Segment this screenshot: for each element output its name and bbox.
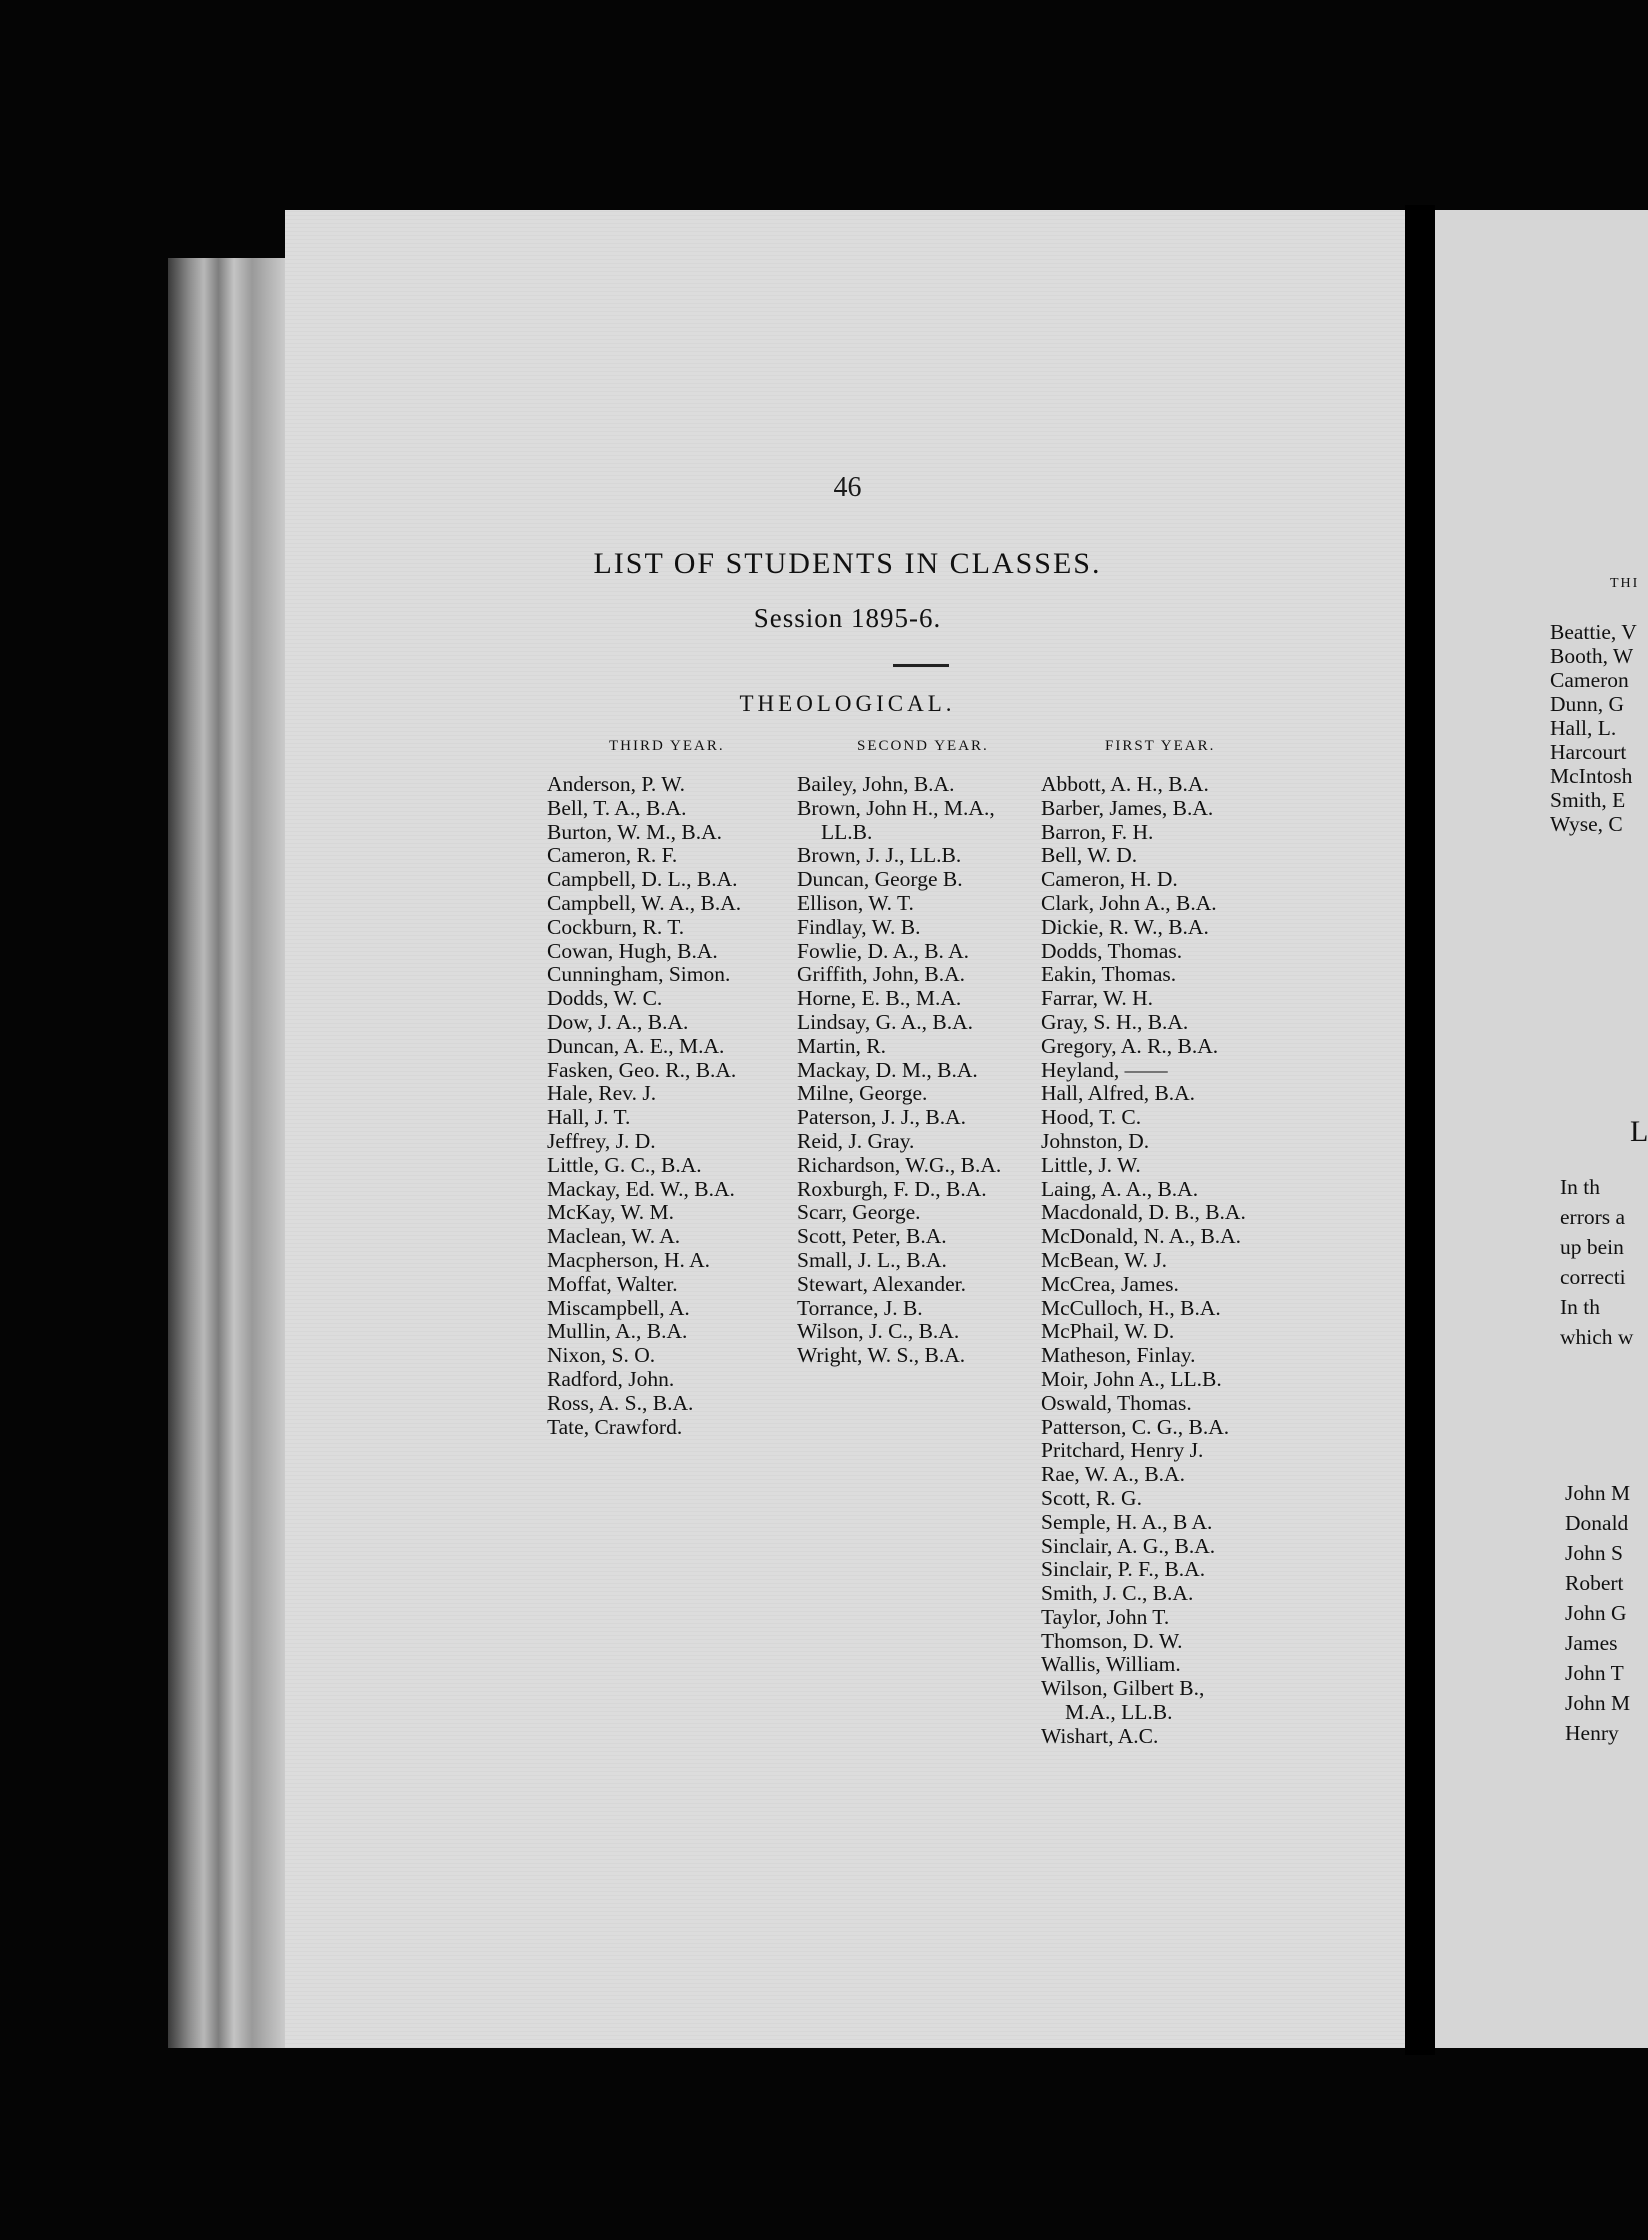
student-name: Scott, R. G. (1041, 1485, 1142, 1510)
text-line: correcti (1560, 1265, 1626, 1289)
student-name: Clark, John A., B.A. (1041, 890, 1217, 915)
student-name: Abbott, A. H., B.A. (1041, 772, 1209, 796)
text-line: which w (1560, 1325, 1634, 1349)
list-item: Donald (1565, 1511, 1629, 1535)
page-title: LIST OF STUDENTS IN CLASSES. (593, 547, 1102, 580)
student-name: Jeffrey, J. D. (547, 1128, 656, 1153)
student-name: Little, J. W. (1041, 1152, 1141, 1177)
student-name: Miscampbell, A. (547, 1295, 690, 1320)
text-line: In th (1560, 1295, 1601, 1319)
list-item: Hall, L. (1550, 716, 1617, 740)
column-third-year (547, 738, 741, 1439)
student-name: Hall, J. T. (547, 1105, 631, 1130)
list-item: Beattie, V (1550, 620, 1637, 644)
student-name: Paterson, J. J., B.A. (797, 1105, 967, 1130)
student-name: Farrar, W. H. (1041, 986, 1153, 1011)
list-item: Robert (1565, 1571, 1624, 1595)
student-name: Scott, Peter, B.A. (797, 1224, 947, 1249)
student-name: McBean, W. J. (1041, 1247, 1168, 1272)
student-name: Wishart, A.C. (1041, 1723, 1159, 1748)
session-subtitle: Session 1895-6. (753, 603, 942, 633)
book-gutter (1405, 205, 1435, 2055)
student-list (797, 773, 1001, 1368)
student-name: McCrea, James. (1041, 1271, 1179, 1296)
student-list (547, 773, 741, 1439)
page-number: 46 (833, 472, 862, 503)
student-name: Sinclair, P. F., B.A. (1041, 1557, 1206, 1582)
student-name: Wilson, Gilbert B., (1041, 1676, 1205, 1701)
student-name: Macdonald, D. B., B.A. (1041, 1200, 1246, 1225)
student-name: Moffat, Walter. (547, 1271, 678, 1296)
student-name: Bell, T. A., B.A. (547, 795, 687, 820)
student-name: Burton, W. M., B.A. (547, 819, 723, 844)
student-name: Campbell, D. L., B.A. (547, 867, 738, 892)
student-name: Hall, Alfred, B.A. (1041, 1081, 1196, 1106)
student-name-continued: M.A., LL.B. (1065, 1700, 1173, 1725)
student-name: Dickie, R. W., B.A. (1041, 914, 1209, 939)
student-name: Wallis, William. (1041, 1652, 1181, 1677)
student-name: Small, J. L., B.A. (797, 1247, 947, 1272)
student-name: Dodds, W. C. (547, 986, 663, 1011)
student-name: Matheson, Finlay. (1041, 1343, 1196, 1368)
student-name: Barron, F. H. (1041, 819, 1154, 844)
student-name: Laing, A. A., B.A. (1041, 1176, 1199, 1201)
student-name: Brown, J. J., LL.B. (797, 843, 962, 868)
student-name: Tate, Crawford. (547, 1414, 683, 1439)
student-name: Maclean, W. A. (547, 1224, 681, 1249)
list-item: John M (1565, 1691, 1631, 1715)
list-item: McIntosh (1550, 764, 1633, 788)
student-name: Rae, W. A., B.A. (1041, 1462, 1185, 1487)
student-name: Sinclair, A. G., B.A. (1041, 1533, 1216, 1558)
student-name: Johnston, D. (1041, 1128, 1150, 1153)
student-name: Dow, J. A., B.A. (547, 1009, 689, 1034)
student-name: Taylor, John T. (1041, 1604, 1170, 1629)
student-name: Fasken, Geo. R., B.A. (547, 1057, 737, 1082)
text-line: errors a (1560, 1205, 1626, 1229)
student-name: Lindsay, G. A., B.A. (797, 1009, 973, 1034)
student-name: Thomson, D. W. (1041, 1628, 1183, 1653)
list-item: Dunn, G (1550, 692, 1625, 716)
student-name: Scarr, George. (797, 1200, 921, 1225)
list-item: Harcourt (1550, 740, 1627, 764)
book-page (285, 210, 1410, 2048)
text-line: up bein (1560, 1235, 1624, 1259)
student-name: Barber, James, B.A. (1041, 795, 1214, 820)
student-name: Macpherson, H. A. (547, 1247, 711, 1272)
list-item: John S (1565, 1541, 1623, 1565)
list-item: John T (1565, 1661, 1624, 1685)
student-name: Richardson, W.G., B.A. (797, 1152, 1002, 1177)
student-name: Cowan, Hugh, B.A. (547, 938, 718, 963)
student-name: Oswald, Thomas. (1041, 1390, 1192, 1415)
student-name: Cameron, R. F. (547, 843, 678, 868)
section-title: THEOLOGICAL. (739, 691, 956, 716)
student-name: Heyland, —— (1041, 1057, 1168, 1082)
list-item: Smith, E (1550, 788, 1626, 812)
facing-page-names (1565, 1478, 1630, 1748)
student-name: Torrance, J. B. (797, 1295, 923, 1320)
student-name: Nixon, S. O. (547, 1343, 656, 1368)
student-name: Radford, John. (547, 1366, 675, 1391)
list-item: Booth, W (1550, 644, 1634, 668)
student-name: Martin, R. (797, 1033, 886, 1058)
student-name: Mullin, A., B.A. (547, 1319, 688, 1344)
student-name: Ellison, W. T. (797, 890, 914, 915)
facing-page-paragraph (1560, 1172, 1633, 1352)
student-name: Cunningham, Simon. (547, 962, 731, 987)
student-name: Cockburn, R. T. (547, 914, 685, 939)
column-first-year (1041, 738, 1246, 1749)
student-name: Bailey, John, B.A. (797, 772, 955, 796)
text-line: In th (1560, 1175, 1601, 1199)
column-heading: THIRD YEAR. (609, 738, 725, 754)
student-name: Eakin, Thomas. (1041, 962, 1177, 987)
student-name: Semple, H. A., B A. (1041, 1509, 1213, 1534)
student-name: Pritchard, Henry J. (1041, 1438, 1204, 1463)
student-name: Anderson, P. W. (547, 772, 685, 796)
student-name: Dodds, Thomas. (1041, 938, 1183, 963)
column-heading: SECOND YEAR. (857, 738, 989, 754)
column-heading: FIRST YEAR. (1105, 738, 1216, 754)
facing-page-title: L (1630, 1115, 1648, 1148)
facing-page (1435, 210, 1648, 2048)
student-name: Bell, W. D. (1041, 843, 1138, 868)
list-item: James (1565, 1631, 1618, 1655)
student-name: Griffith, John, B.A. (797, 962, 966, 987)
student-name: Reid, J. Gray. (797, 1128, 915, 1153)
student-name: Fowlie, D. A., B. A. (797, 938, 970, 963)
student-name: Findlay, W. B. (797, 914, 921, 939)
student-name: Mackay, Ed. W., B.A. (547, 1176, 735, 1201)
student-name: Campbell, W. A., B.A. (547, 890, 742, 915)
student-name: Smith, J. C., B.A. (1041, 1581, 1194, 1606)
student-name: Gray, S. H., B.A. (1041, 1009, 1189, 1034)
student-name: Moir, John A., LL.B. (1041, 1366, 1222, 1391)
facing-page-list (1550, 620, 1637, 836)
student-name: Gregory, A. R., B.A. (1041, 1033, 1219, 1058)
student-name: Hale, Rev. J. (547, 1081, 657, 1106)
student-name: Mackay, D. M., B.A. (797, 1057, 978, 1082)
student-name-continued: LL.B. (821, 819, 873, 844)
list-item: John G (1565, 1601, 1627, 1625)
column-second-year (797, 738, 1001, 1368)
student-name: Patterson, C. G., B.A. (1041, 1414, 1230, 1439)
facing-page-heading: THI (1610, 576, 1640, 591)
divider-rule (893, 664, 949, 667)
student-list (1041, 773, 1246, 1749)
student-name: Wright, W. S., B.A. (797, 1343, 966, 1368)
list-item: Wyse, C (1550, 812, 1623, 836)
student-name: Hood, T. C. (1041, 1105, 1142, 1130)
student-name: Ross, A. S., B.A. (547, 1390, 694, 1415)
student-name: Brown, John H., M.A., (797, 795, 995, 820)
student-name: McCulloch, H., B.A. (1041, 1295, 1221, 1320)
list-item: Henry (1565, 1721, 1619, 1745)
student-name: Milne, George. (797, 1081, 928, 1106)
student-name: Wilson, J. C., B.A. (797, 1319, 960, 1344)
student-name: Horne, E. B., M.A. (797, 986, 962, 1011)
student-name: Roxburgh, F. D., B.A. (797, 1176, 987, 1201)
student-name: Stewart, Alexander. (797, 1271, 966, 1296)
list-item: John M (1565, 1481, 1631, 1505)
student-name: McDonald, N. A., B.A. (1041, 1224, 1242, 1249)
student-name: McKay, W. M. (547, 1200, 675, 1225)
student-name: McPhail, W. D. (1041, 1319, 1175, 1344)
student-name: Duncan, A. E., M.A. (547, 1033, 725, 1058)
student-name: Duncan, George B. (797, 867, 963, 892)
student-name: Little, G. C., B.A. (547, 1152, 702, 1177)
page-edges (168, 258, 288, 2048)
list-item: Cameron (1550, 668, 1629, 692)
student-name: Cameron, H. D. (1041, 867, 1178, 892)
